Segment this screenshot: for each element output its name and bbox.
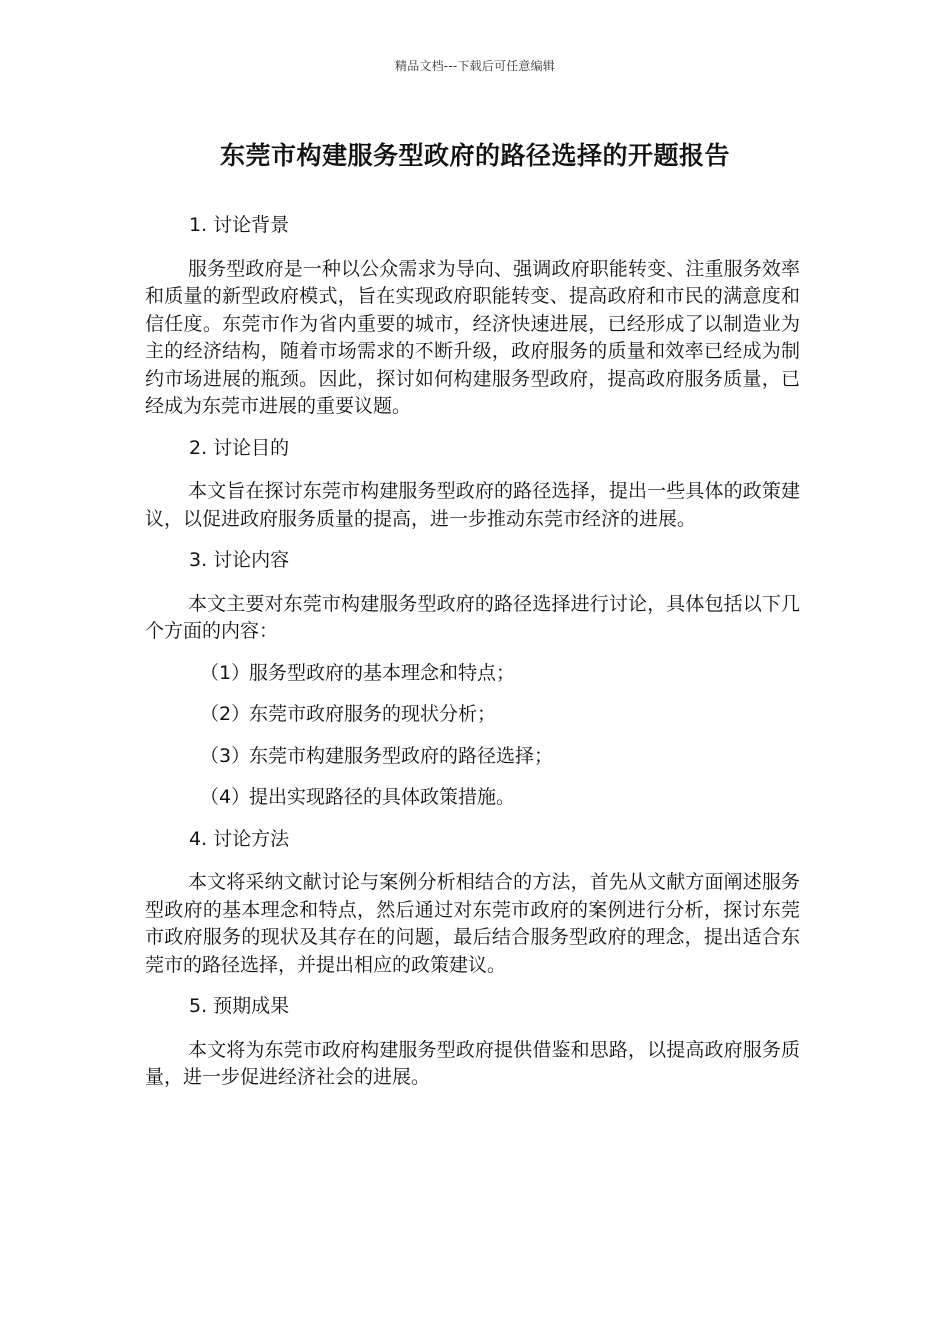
list-item-number: （4） [200, 786, 251, 808]
list-item [145, 660, 800, 688]
list-item [145, 743, 800, 771]
list-item-text: 提出实现路径的具体政策措施。 [249, 786, 516, 808]
section-paragraph-method: 本文将采纳文献讨论与案例分析相结合的方法，首先从文献方面阐述服务型政府的基本理念和特点，然后通过对东莞市政府的案例进行分析，探讨东莞市政府服务的现状及其存在的问题，最后结合服务型政府的理念，提出适合东莞市的路径选择，并提出相应的政策建议。 [145, 871, 800, 976]
section-paragraph-content: 本文主要对东莞市构建服务型政府的路径选择进行讨论，具体包括以下几个方面的内容： [145, 592, 800, 642]
list-item-text: 服务型政府的基本理念和特点； [249, 661, 516, 684]
section-heading-content: 3. 讨论内容 [189, 549, 290, 571]
list-item-number: （2） [200, 703, 251, 725]
list-item [145, 701, 800, 729]
section-heading-outcome: 5. 预期成果 [189, 995, 290, 1017]
section-paragraph-outcome: 本文将为东莞市政府构建服务型政府提供借鉴和思路，以提高政府服务质量，进一步促进经济社会的进展。 [145, 1038, 800, 1088]
list-item-text: 东莞市构建服务型政府的路径选择； [249, 744, 554, 767]
list-item-number: （1） [200, 661, 251, 684]
section-paragraph-background: 服务型政府是一种以公众需求为导向、强调政府职能转变、注重服务效率和质量的新型政府模式，旨在实现政府职能转变、提高政府和市民的满意度和信任度。东莞市作为省内重要的城市，经济快速进展，已经形成了以制造业为主的经济结构，随着市场需求的不断升级，政府服务的质量和效率已经成为制约市场进展的瓶颈。因此，探讨如何构建服务型政府，提高政府服务质量，已经成为东莞市进展的重要议题。 [145, 257, 800, 417]
section-paragraph-purpose: 本文旨在探讨东莞市构建服务型政府的路径选择，提出一些具体的政策建议，以促进政府服务质量的提高，进一步推动东莞市经济的进展。 [145, 480, 800, 530]
header-note: 精品文档---下载后可任意编辑 [395, 59, 555, 73]
document-title: 东莞市构建服务型政府的路径选择的开题报告 [219, 141, 730, 170]
section-heading-background: 1. 讨论背景 [189, 214, 290, 236]
list-item-text: 东莞市政府服务的现状分析； [249, 703, 497, 725]
section-heading-method: 4. 讨论方法 [189, 827, 290, 850]
list-item-number: （3） [200, 744, 251, 767]
document-body [145, 212, 800, 1092]
section-heading-purpose: 2. 讨论目的 [189, 436, 290, 459]
list-item [145, 784, 800, 812]
